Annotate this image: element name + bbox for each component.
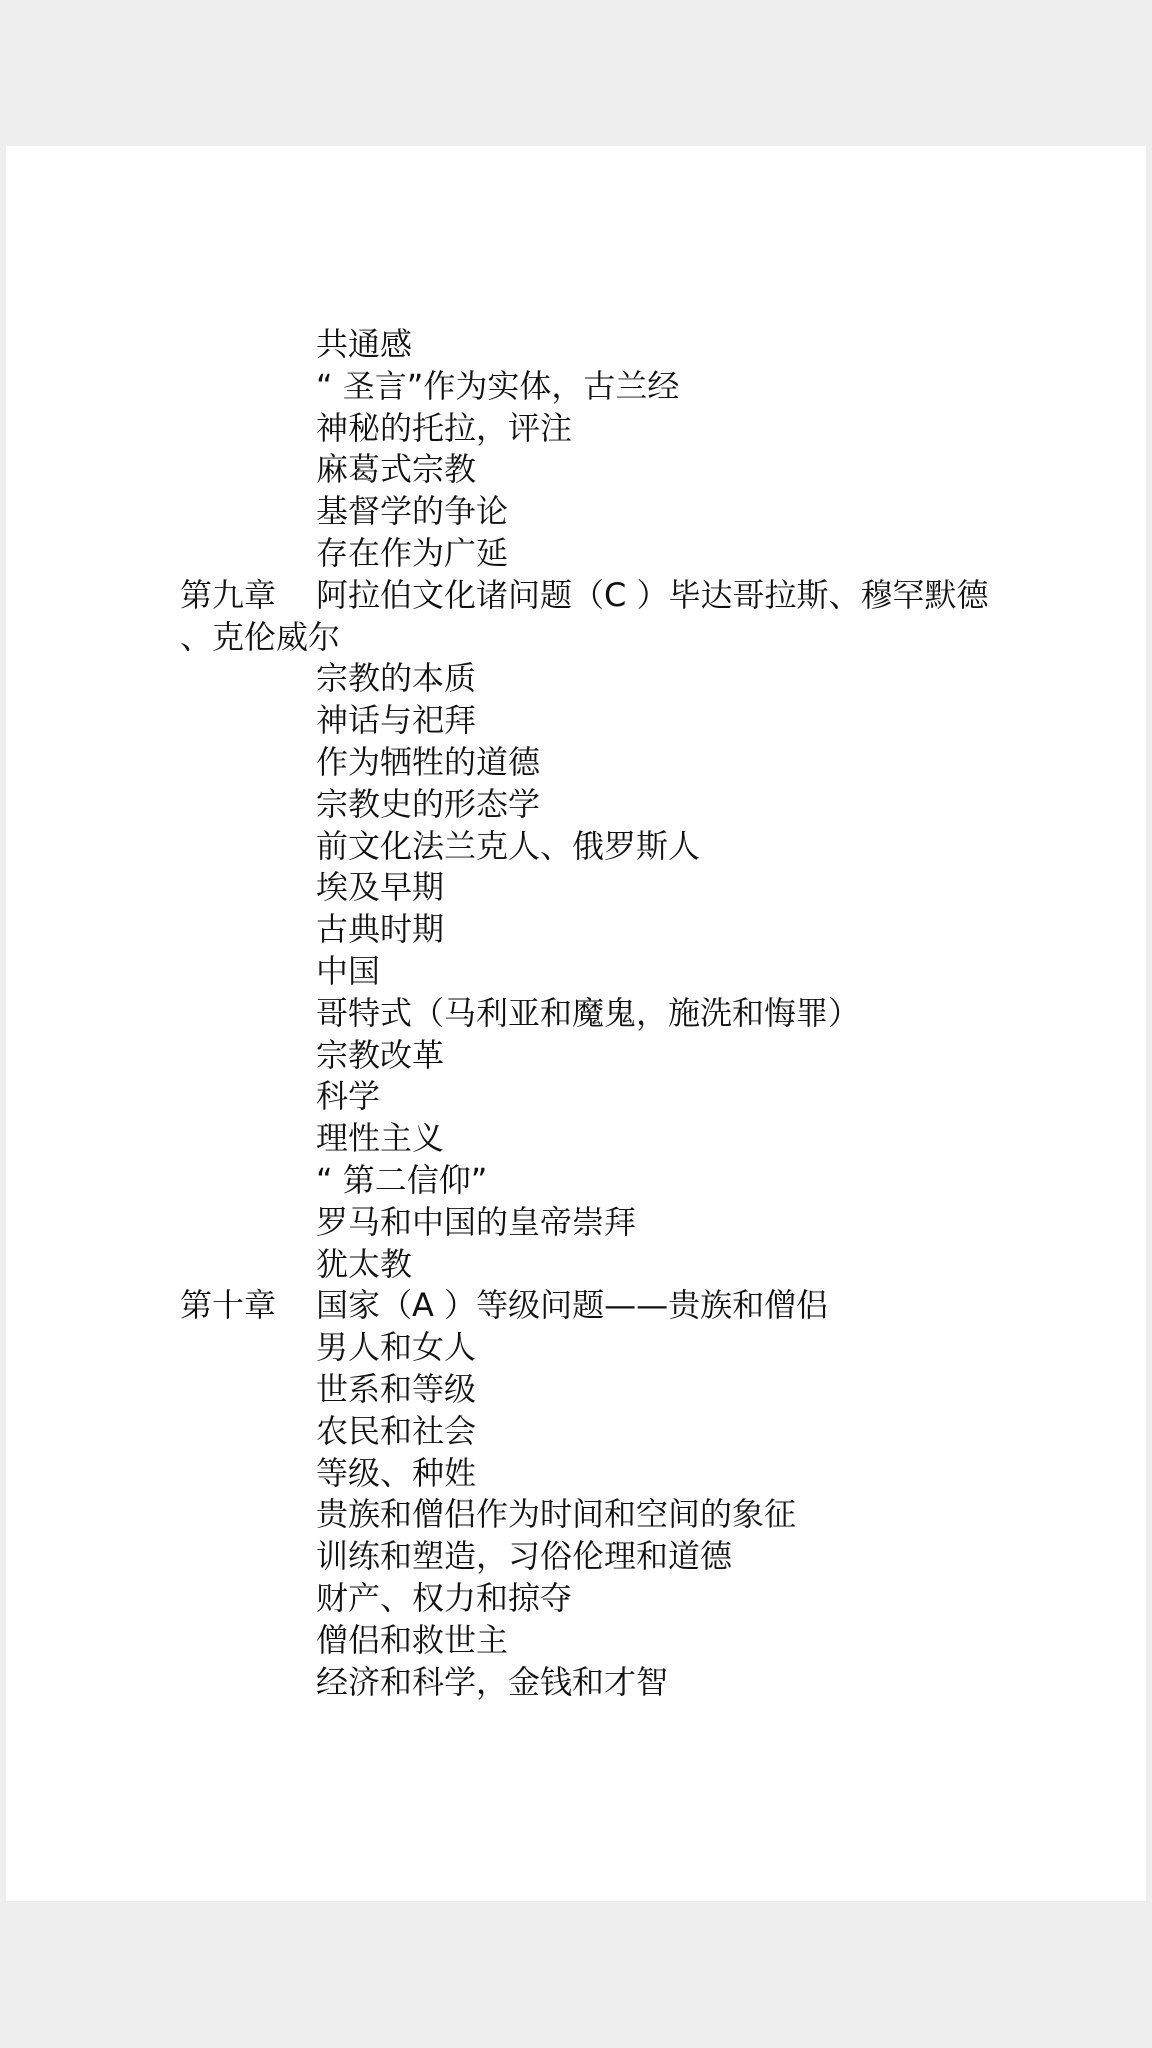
toc-entry-text: 罗马和中国的皇帝崇拜: [316, 1202, 637, 1241]
toc-entry: [180, 1578, 1040, 1620]
toc-entry-text: 经济和科学，金钱和才智: [316, 1662, 669, 1701]
toc-entry-text: 、克伦威尔: [180, 617, 341, 656]
toc-entry: [180, 1453, 1040, 1495]
toc-entry: [180, 826, 1040, 868]
toc-entry-text: 麻葛式宗教: [316, 450, 477, 489]
chapter-number: 第九章: [180, 575, 277, 614]
toc-entry: [180, 1369, 1040, 1411]
toc-entry: [180, 1662, 1040, 1704]
chapter-heading-10: [180, 1285, 1040, 1327]
toc-entry: [180, 658, 1040, 700]
toc-entry-text: “ 圣言”作为实体，古兰经: [316, 366, 680, 405]
toc-entry: [180, 1327, 1040, 1369]
toc-entry-text: 训练和塑造，习俗伦理和道德: [316, 1537, 733, 1576]
toc-entry-text: 科学: [316, 1077, 381, 1116]
toc-entry-text: 神话与祀拜: [316, 701, 477, 740]
toc-entry-text: 共通感: [316, 325, 413, 363]
toc-entry-text: 贵族和僧侣作为时间和空间的象征: [316, 1495, 797, 1534]
toc-entry-text: 宗教史的形态学: [316, 784, 541, 823]
toc-entry: [180, 1160, 1040, 1202]
chapter-number: 第十章: [180, 1286, 277, 1325]
toc-entry-text: 等级、种姓: [316, 1453, 477, 1492]
toc-entry: [180, 491, 1040, 533]
toc-entry: [180, 533, 1040, 575]
toc-entry-text: 埃及早期: [316, 868, 445, 907]
toc-entry-text: 前文化法兰克人、俄罗斯人: [316, 826, 701, 865]
toc-entry: [180, 1244, 1040, 1286]
toc-entry: [180, 1620, 1040, 1662]
toc-entry: [180, 1411, 1040, 1453]
toc-entry: [180, 324, 1040, 366]
toc-entry: [180, 1076, 1040, 1118]
toc-entry-text: “ 第二信仰”: [316, 1160, 488, 1199]
toc-entry-text: 中国: [316, 951, 381, 990]
toc-entry-text: 基督学的争论: [316, 492, 509, 531]
toc-entry: [180, 700, 1040, 742]
toc-entry: [180, 366, 1040, 408]
toc-entry: [180, 449, 1040, 491]
toc-entry-text: 僧侣和救世主: [316, 1620, 509, 1659]
toc-entry-text: 农民和社会: [316, 1411, 477, 1450]
toc-entry: [180, 408, 1040, 450]
toc-entry: [180, 784, 1040, 826]
toc-entry: [180, 1536, 1040, 1578]
chapter-title: 国家（A ）等级问题——贵族和僧侣: [316, 1286, 829, 1325]
toc-entry-text: 作为牺牲的道德: [316, 742, 541, 781]
toc-entry-text: 男人和女人: [316, 1328, 477, 1367]
toc-entry-text: 世系和等级: [316, 1369, 477, 1408]
toc-entry-text: 犹太教: [316, 1244, 413, 1283]
toc-entry-text: 哥特式（马利亚和魔鬼，施洗和悔罪）: [316, 993, 861, 1032]
toc-entry-text: 古典时期: [316, 910, 445, 949]
toc-entry: [180, 909, 1040, 951]
toc-entry: [180, 1494, 1040, 1536]
toc-entry-text: 宗教改革: [316, 1035, 445, 1074]
chapter-title: 阿拉伯文化诸问题（C ）毕达哥拉斯、穆罕默德: [316, 575, 989, 614]
toc-entry: [180, 742, 1040, 784]
toc-entry: [180, 1118, 1040, 1160]
table-of-contents: [180, 324, 1040, 1703]
chapter-title-continuation: [180, 617, 1040, 659]
toc-entry: [180, 1202, 1040, 1244]
toc-entry: [180, 993, 1040, 1035]
toc-entry-text: 宗教的本质: [316, 659, 477, 698]
toc-entry-text: 财产、权力和掠夺: [316, 1578, 573, 1617]
toc-entry: [180, 1035, 1040, 1077]
toc-entry-text: 存在作为广延: [316, 533, 509, 572]
toc-entry-text: 理性主义: [316, 1119, 445, 1158]
document-page: [6, 146, 1146, 1901]
chapter-heading-9: [180, 575, 1040, 617]
toc-entry: [180, 951, 1040, 993]
toc-entry-text: 神秘的托拉，评注: [316, 408, 573, 447]
toc-entry: [180, 867, 1040, 909]
